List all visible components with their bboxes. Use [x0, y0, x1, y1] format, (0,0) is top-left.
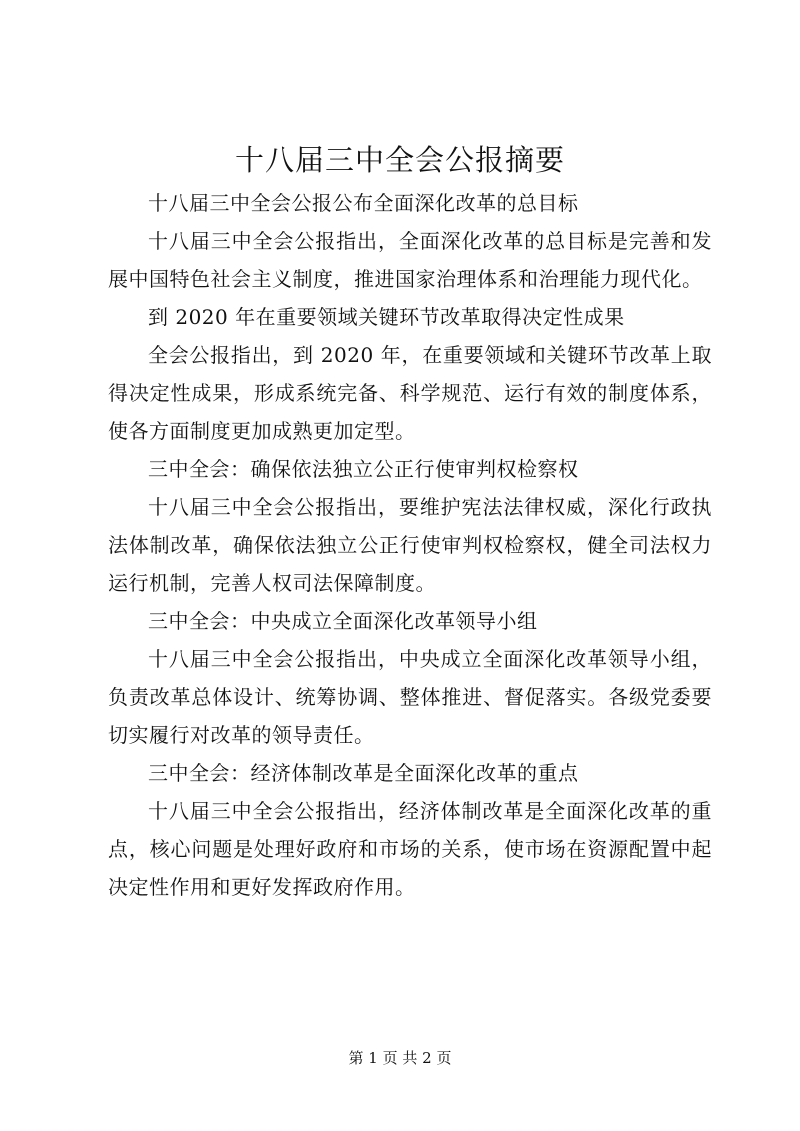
document-title: 十八届三中全会公报摘要: [234, 143, 565, 177]
section-paragraph: 全会公报指出，到 2020 年，在重要领域和关键环节改革上取得决定性成果，形成系统完备、科学规范、运行有效的制度体系，使各方面制度更加成熟更加定型。: [108, 343, 712, 443]
document-body: [108, 184, 712, 906]
section-heading: 三中全会：中央成立全面深化改革领导小组: [148, 609, 538, 633]
section-heading: 三中全会：确保依法独立公正行使审判权检察权: [148, 457, 579, 481]
section-4: [108, 602, 712, 754]
section-paragraph: 十八届三中全会公报指出，中央成立全面深化改革领导小组，负责改革总体设计、统筹协调、整体推进、督促落实。各级党委要切实履行对改革的领导责任。: [108, 647, 712, 747]
section-5: [108, 754, 712, 906]
section-2: [108, 298, 712, 450]
page-number: 第 1 页 共 2 页: [348, 1049, 452, 1067]
section-paragraph: 十八届三中全会公报指出，经济体制改革是全面深化改革的重点，核心问题是处理好政府和市场的关系，使市场在资源配置中起决定性作用和更好发挥政府作用。: [108, 799, 712, 899]
section-heading: 三中全会：经济体制改革是全面深化改革的重点: [148, 761, 579, 785]
section-paragraph: 十八届三中全会公报指出，要维护宪法法律权威，深化行政执法体制改革，确保依法独立公正行使审判权检察权，健全司法权力运行机制，完善人权司法保障制度。: [108, 495, 712, 595]
section-paragraph: 十八届三中全会公报指出，全面深化改革的总目标是完善和发展中国特色社会主义制度，推进国家治理体系和治理能力现代化。: [108, 229, 712, 291]
section-3: [108, 450, 712, 602]
section-heading: 十八届三中全会公报公布全面深化改革的总目标: [148, 191, 579, 215]
section-1: [108, 184, 712, 298]
section-heading: 到 2020 年在重要领域关键环节改革取得决定性成果: [148, 305, 625, 329]
